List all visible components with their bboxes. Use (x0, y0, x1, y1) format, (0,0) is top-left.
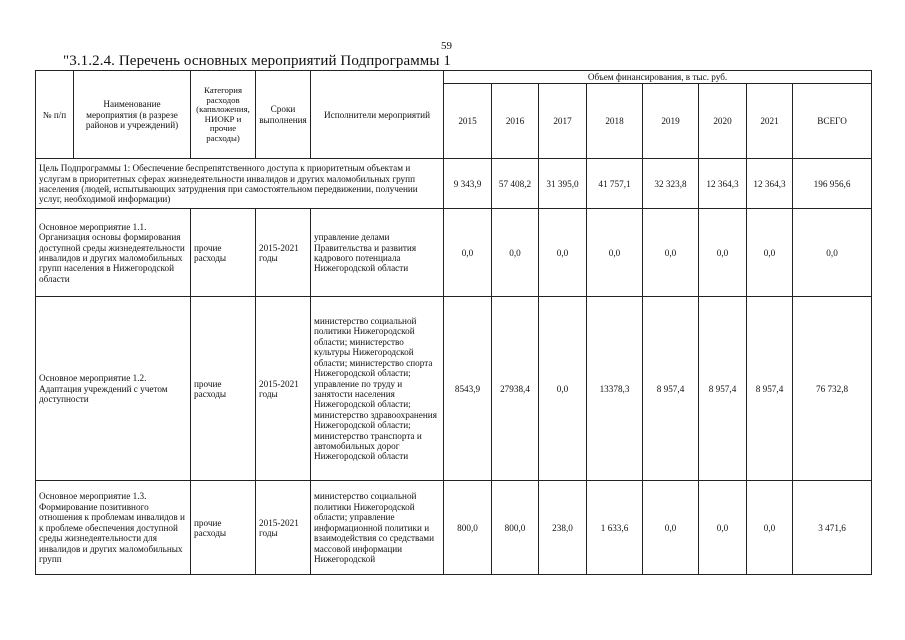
row-1-value-2016: 0,0 (492, 209, 539, 297)
header-terms: Сроки выполнения (256, 71, 311, 159)
table-row (36, 297, 872, 481)
row-2-executors: министерство социальной политики Нижегородской области; министерство культуры Нижегородской области; министерство спорта Нижегородской области; управление по труду и занятости населения Нижегородской области; министерство здравоохранения Нижегородской области; министерство транспорта и автомобильных дорог Нижегородской области (311, 297, 444, 481)
row-1-terms: 2015-2021 годы (256, 209, 311, 297)
goal-text: Цель Подпрограммы 1: Обеспечение беспрепятственного доступа к приоритетным объектам и услугам в приоритетных сферах жизнедеятельности инвалидов и других маломобильных групп населения (людей, испытывающих затруднения при самостоятельном передвижении, получении услуг, необходимой информации) (36, 159, 444, 209)
header-total: ВСЕГО (793, 84, 872, 159)
row-3-value-2016: 800,0 (492, 481, 539, 575)
row-1-value-2019: 0,0 (643, 209, 699, 297)
header-year-2015: 2015 (444, 84, 492, 159)
goal-value-2017: 31 395,0 (539, 159, 587, 209)
row-3-value-2015: 800,0 (444, 481, 492, 575)
goal-value-2019: 32 323,8 (643, 159, 699, 209)
row-2-value-2016: 27938,4 (492, 297, 539, 481)
header-year-2018: 2018 (587, 84, 643, 159)
row-3-value-2021: 0,0 (747, 481, 793, 575)
row-3-name: Основное мероприятие 1.3. Формирование позитивного отношения к проблемам инвалидов и к проблеме обеспечения доступной среды жизнедеятельности для инвалидов и других маломобильных групп (36, 481, 191, 575)
row-2-value-2020: 8 957,4 (699, 297, 747, 481)
header-year-2021: 2021 (747, 84, 793, 159)
header-year-2020: 2020 (699, 84, 747, 159)
row-1-value-2017: 0,0 (539, 209, 587, 297)
row-1-value-2021: 0,0 (747, 209, 793, 297)
goal-value-2016: 57 408,2 (492, 159, 539, 209)
row-1-category: прочие расходы (191, 209, 256, 297)
row-1-name: Основное мероприятие 1.1. Организация основы формирования доступной среды жизнедеятельности инвалидов и других маломобильных групп населения в Нижегородской области (36, 209, 191, 297)
row-2-category: прочие расходы (191, 297, 256, 481)
header-year-2017: 2017 (539, 84, 587, 159)
row-1-value-2020: 0,0 (699, 209, 747, 297)
row-3-terms: 2015-2021 годы (256, 481, 311, 575)
header-year-2016: 2016 (492, 84, 539, 159)
row-2-value-2019: 8 957,4 (643, 297, 699, 481)
row-3-value-2017: 238,0 (539, 481, 587, 575)
page-number: 59 (441, 40, 452, 52)
header-name: Наименование мероприятия (в разрезе районов и учреждений) (74, 71, 191, 159)
row-3-value-total: 3 471,6 (793, 481, 872, 575)
row-2-terms: 2015-2021 годы (256, 297, 311, 481)
row-3-executors: министерство социальной политики Нижегородской области; управление информационной политики и взаимодействия со средствами массовой информации Нижегородской (311, 481, 444, 575)
page-title: "3.1.2.4. Перечень основных мероприятий Подпрограммы 1 (63, 53, 452, 69)
goal-value-total: 196 956,6 (793, 159, 872, 209)
row-3-category: прочие расходы (191, 481, 256, 575)
row-2-value-total: 76 732,8 (793, 297, 872, 481)
goal-value-2020: 12 364,3 (699, 159, 747, 209)
row-3-value-2018: 1 633,6 (587, 481, 643, 575)
row-3-value-2019: 0,0 (643, 481, 699, 575)
header-financing: Объем финансирования, в тыс. руб. (444, 71, 872, 84)
row-1-value-total: 0,0 (793, 209, 872, 297)
table-row (36, 209, 872, 297)
row-2-value-2021: 8 957,4 (747, 297, 793, 481)
row-2-value-2015: 8543,9 (444, 297, 492, 481)
header-num: № п/п (36, 71, 74, 159)
row-1-value-2018: 0,0 (587, 209, 643, 297)
row-2-name: Основное мероприятие 1.2. Адаптация учреждений с учетом доступности (36, 297, 191, 481)
row-2-value-2018: 13378,3 (587, 297, 643, 481)
table-row-goal (36, 159, 872, 209)
row-3-value-2020: 0,0 (699, 481, 747, 575)
activities-table (35, 70, 872, 575)
goal-value-2015: 9 343,9 (444, 159, 492, 209)
row-2-value-2017: 0,0 (539, 297, 587, 481)
row-1-value-2015: 0,0 (444, 209, 492, 297)
header-executors: Исполнители мероприятий (311, 71, 444, 159)
goal-value-2021: 12 364,3 (747, 159, 793, 209)
table-row (36, 481, 872, 575)
row-1-executors: управление делами Правительства и развития кадрового потенциала Нижегородской области (311, 209, 444, 297)
header-year-2019: 2019 (643, 84, 699, 159)
goal-value-2018: 41 757,1 (587, 159, 643, 209)
header-category: Категория расходов (капвложения, НИОКР и прочие расходы) (191, 71, 256, 159)
